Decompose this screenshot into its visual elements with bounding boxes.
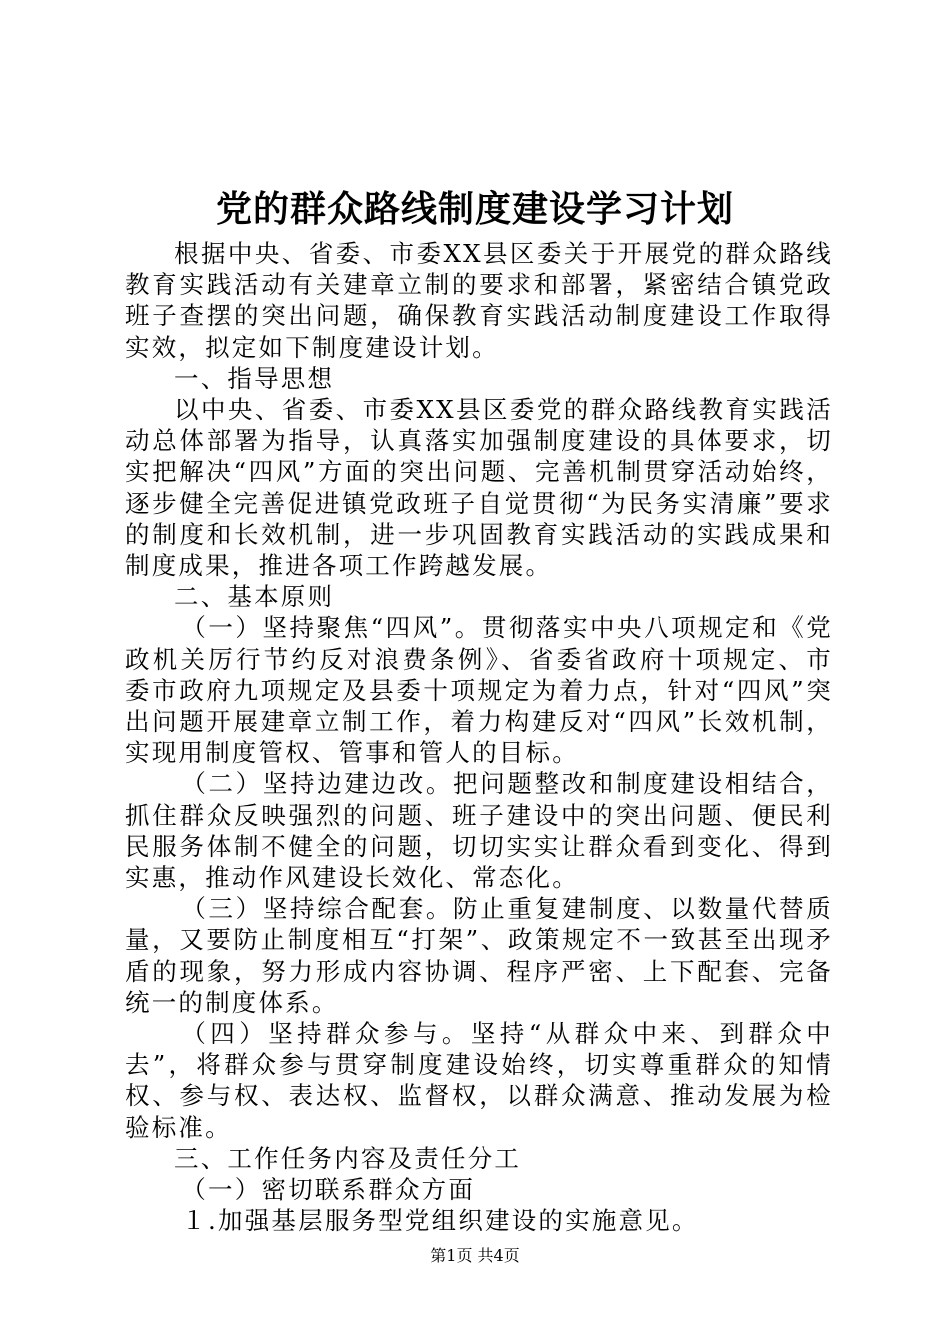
section-heading-guiding-ideology: 一、指导思想 xyxy=(174,363,335,393)
section-heading-basic-principles: 二、基本原则 xyxy=(174,582,335,612)
intro-paragraph: 根据中央、省委、市委XX县区委关于开展党的群众路线教育实践活动有关建章立制的要求和部署，紧密结合镇党政班子查摆的突出问题，确保教育实践活动制度建设工作取得实效，拟定如下制度建设计划。 xyxy=(125,239,833,362)
principle-two-paragraph: （二）坚持边建边改。把问题整改和制度建设相结合，抓住群众反映强烈的问题、班子建设中的突出问题、便民利民服务体制不健全的问题，切切实实让群众看到变化、得到实惠，推动作风建设长效化、常态化。 xyxy=(125,769,833,893)
page-number-footer: 第1页 共4页 xyxy=(430,1246,520,1265)
task-item-one: １.加强基层服务型党组织建设的实施意见。 xyxy=(181,1206,699,1236)
principle-four-paragraph: （四）坚持群众参与。坚持“从群众中来、到群众中去”，将群众参与贯穿制度建设始终，切实尊重群众的知情权、参与权、表达权、监督权，以群众满意、推动发展为检验标准。 xyxy=(125,1019,833,1142)
document-body xyxy=(125,238,833,1237)
principle-three-paragraph: （三）坚持综合配套。防止重复建制度、以数量代替质量，又要防止制度相互“打架”、政策规定不一致甚至出现矛盾的现象，努力形成内容协调、程序严密、上下配套、完备统一的制度体系。 xyxy=(125,894,833,1017)
subsection-heading-contact-masses: （一）密切联系群众方面 xyxy=(181,1175,476,1205)
section-heading-tasks: 三、工作任务内容及责任分工 xyxy=(174,1143,522,1173)
principle-one-paragraph: （一）坚持聚焦“四风”。贯彻落实中央八项规定和《党政机关厉行节约反对浪费条例》、省委省政府十项规定、市委市政府九项规定及县委十项规定为着力点，针对“四风”突出问题开展建章立制工作，着力构建反对“四风”长效机制，实现用制度管权、管事和管人的目标。 xyxy=(125,613,833,768)
document-title: 党的群众路线制度建设学习计划 xyxy=(215,188,734,230)
guiding-ideology-paragraph: 以中央、省委、市委XX县区委党的群众路线教育实践活动总体部署为指导，认真落实加强制度建设的具体要求，切实把解决“四风”方面的突出问题、完善机制贯穿活动始终，逐步健全完善促进镇党政班子自觉贯彻“为民务实清廉”要求的制度和长效机制，进一步巩固教育实践活动的实践成果和制度成果，推进各项工作跨越发展。 xyxy=(125,395,833,581)
